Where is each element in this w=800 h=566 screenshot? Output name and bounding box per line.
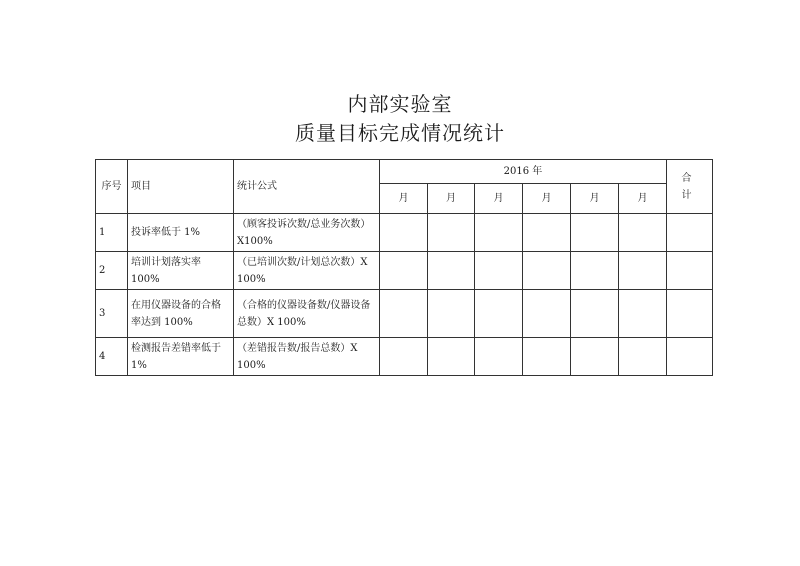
month-cell (428, 338, 475, 376)
table-row (96, 252, 713, 290)
month-cell (571, 290, 619, 338)
month-cell (571, 214, 619, 252)
row-item: 投诉率低于 1% (128, 214, 234, 252)
header-month-3: 月 (475, 184, 523, 214)
total-cell (667, 252, 713, 290)
month-cell (428, 290, 475, 338)
header-month-4: 月 (523, 184, 571, 214)
header-item: 项目 (128, 160, 234, 214)
header-total: 合 计 (667, 160, 713, 214)
row-item: 在用仪器设备的合格率达到 100% (128, 290, 234, 338)
month-cell (619, 252, 667, 290)
month-cell (523, 252, 571, 290)
month-cell (428, 252, 475, 290)
total-cell (667, 290, 713, 338)
month-cell (571, 338, 619, 376)
month-cell (380, 214, 428, 252)
month-cell (380, 290, 428, 338)
month-cell (619, 290, 667, 338)
month-cell (428, 214, 475, 252)
row-formula: （合格的仪器设备数/仪器设备总数）X 100% (234, 290, 380, 338)
row-item: 培训计划落实率 100% (128, 252, 234, 290)
month-cell (619, 338, 667, 376)
header-year: 2016 年 (380, 160, 667, 184)
header-month-2: 月 (428, 184, 475, 214)
month-cell (475, 214, 523, 252)
row-formula: （已培训次数/计划总次数）X 100% (234, 252, 380, 290)
month-cell (475, 338, 523, 376)
row-item: 检测报告差错率低于 1% (128, 338, 234, 376)
row-seq: 1 (96, 214, 128, 252)
header-seq: 序号 (96, 160, 128, 214)
month-cell (523, 214, 571, 252)
row-formula: （差错报告数/报告总数）X 100% (234, 338, 380, 376)
table-row (96, 338, 713, 376)
quality-target-table (95, 159, 713, 376)
total-cell (667, 338, 713, 376)
document-subtitle: 质量目标完成情况统计 (295, 121, 505, 145)
table-row (96, 290, 713, 338)
month-cell (380, 252, 428, 290)
month-cell (475, 252, 523, 290)
table-row (96, 214, 713, 252)
header-formula: 统计公式 (234, 160, 380, 214)
row-seq: 2 (96, 252, 128, 290)
month-cell (571, 252, 619, 290)
row-seq: 4 (96, 338, 128, 376)
month-cell (475, 290, 523, 338)
header-month-5: 月 (571, 184, 619, 214)
header-month-6: 月 (619, 184, 667, 214)
month-cell (380, 338, 428, 376)
document-title: 内部实验室 (347, 92, 453, 116)
month-cell (523, 338, 571, 376)
row-seq: 3 (96, 290, 128, 338)
row-formula: （顾客投诉次数/总业务次数）X100% (234, 214, 380, 252)
month-cell (523, 290, 571, 338)
header-row-year (96, 160, 713, 184)
header-month-1: 月 (380, 184, 428, 214)
total-cell (667, 214, 713, 252)
month-cell (619, 214, 667, 252)
